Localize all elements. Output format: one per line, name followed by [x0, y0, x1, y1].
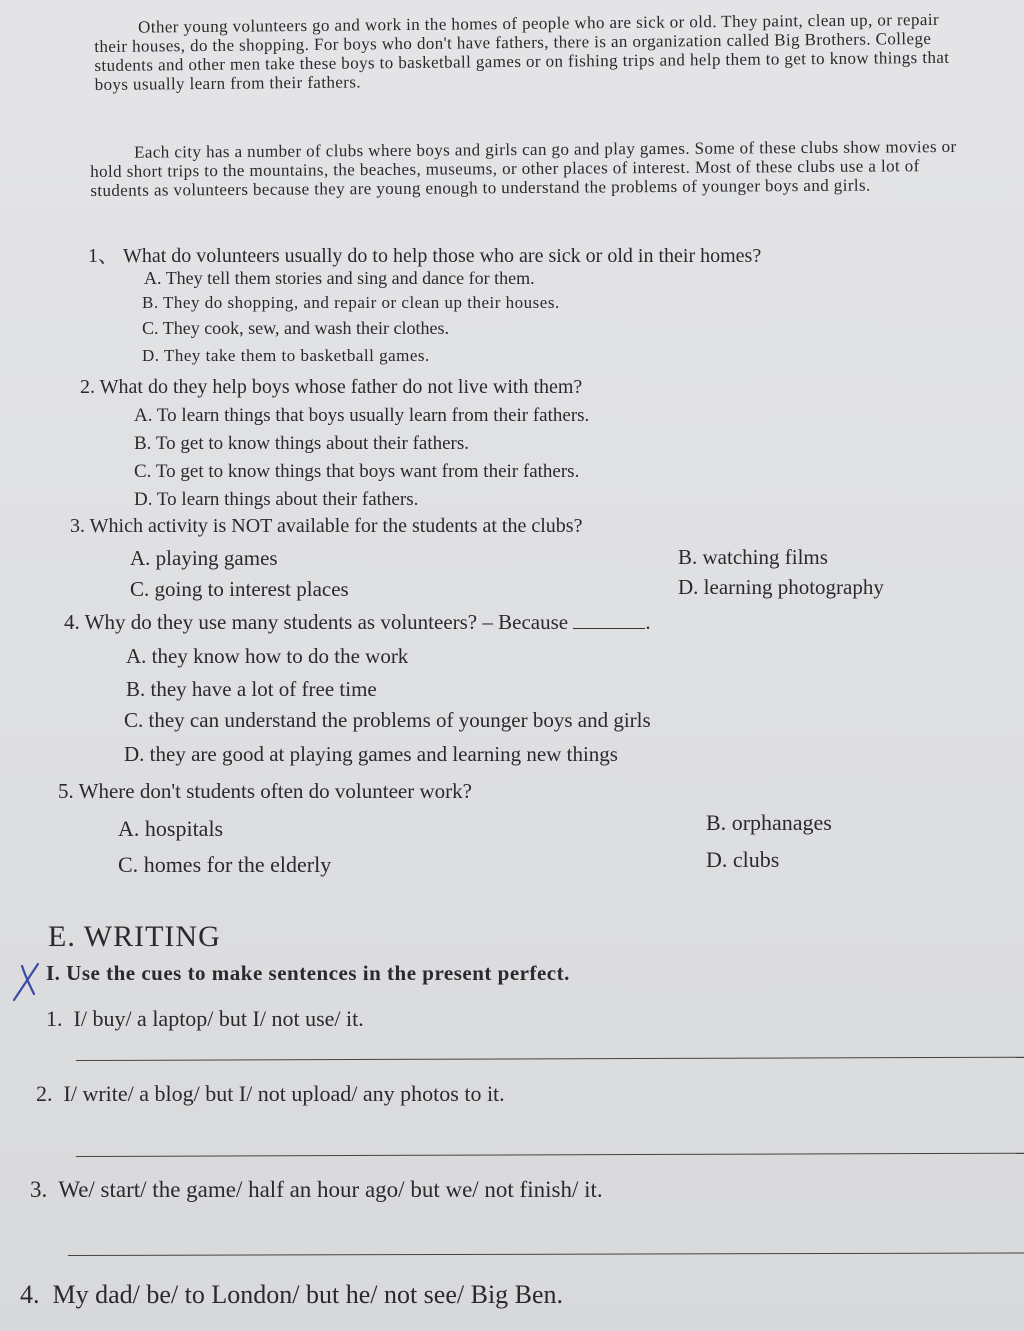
item-text: We/ start/ the game/ half an hour ago/ but we/ not finish/ it. [58, 1177, 603, 1202]
option-4a: A. they know how to do the work [126, 644, 409, 668]
option-2d: D. To learn things about their fathers. [134, 489, 419, 510]
answer-blank[interactable] [573, 614, 645, 629]
option-2c: C. To get to know things that boys want from their fathers. [134, 461, 580, 482]
item-text: I/ write/ a blog/ but I/ not upload/ any photos to it. [63, 1081, 505, 1106]
paragraph-1-text: Other young volunteers go and work in the homes of people who are sick or old. They paint, clean up, or repair their houses, do the shopping. For boys who don't have fathers, there is an organization called Big Brothers. College students and other men take these boys to basketball games or on fishing trips and help them to get to know things that boys usually learn from their fathers. [94, 9, 950, 94]
question-number: 4. [64, 610, 80, 634]
writing-item-1 [46, 1006, 364, 1032]
option-1d: D. They take them to basketball games. [142, 346, 430, 365]
question-5 [58, 779, 472, 804]
option-1b: B. They do shopping, and repair or clean up their houses. [142, 293, 560, 312]
reading-paragraph-1 [94, 10, 963, 94]
question-number: 2. [80, 376, 95, 398]
writing-item-2 [36, 1081, 505, 1107]
option-3b: B. watching films [678, 545, 828, 569]
item-text: My dad/ be/ to London/ but he/ not see/ Big Ben. [52, 1280, 564, 1309]
option-3d: D. learning photography [678, 575, 884, 599]
question-text: Why do they use many students as volunteers? – Because [84, 610, 569, 634]
item-number: 1. [46, 1006, 63, 1031]
writing-instruction: I. Use the cues to make sentences in the present perfect. [46, 961, 570, 985]
option-1a: A. They tell them stories and sing and dance for them. [144, 268, 535, 288]
question-number: 5. [58, 779, 74, 803]
answer-line-3[interactable] [68, 1252, 1024, 1256]
option-2b: B. To get to know things about their fathers. [134, 433, 470, 454]
question-text: What do they help boys whose father do not live with them? [99, 376, 583, 398]
question-4: 4. Why do they use many students as volunteers? – Because . [64, 610, 651, 634]
question-2 [80, 376, 582, 399]
writing-item-3 [30, 1177, 603, 1203]
option-4c: C. they can understand the problems of younger boys and girls [124, 708, 651, 732]
reading-paragraph-2 [90, 137, 970, 200]
answer-line-2[interactable] [76, 1153, 1024, 1157]
option-4b: B. they have a lot of free time [126, 677, 377, 701]
item-text: I/ buy/ a laptop/ but I/ not use/ it. [73, 1006, 364, 1031]
question-1 [88, 239, 761, 268]
option-3c: C. going to interest places [130, 577, 349, 601]
pen-check-mark [8, 960, 48, 1004]
option-5b: B. orphanages [706, 810, 832, 835]
option-5d: D. clubs [706, 847, 780, 872]
question-text: Which activity is NOT available for the students at the clubs? [89, 515, 583, 537]
question-text: What do volunteers usually do to help those who are sick or old in their homes? [123, 245, 762, 267]
answer-line-1[interactable] [76, 1057, 1024, 1061]
option-1c: C. They cook, sew, and wash their clothes. [142, 318, 449, 338]
paragraph-2-text: Each city has a number of clubs where boys and girls can go and play games. Some of these clubs show movies or hold short trips to the mountains, the beaches, museums, or other places of interest. Most of these clubs use a lot of students as volunteers because they are young enough to understand the problems of younger boys and girls. [90, 136, 957, 200]
option-2a: A. To learn things that boys usually learn from their fathers. [134, 405, 590, 426]
option-5a: A. hospitals [118, 816, 224, 841]
option-3a: A. playing games [130, 546, 278, 570]
option-5c: C. homes for the elderly [118, 852, 332, 877]
question-text: Where don't students often do volunteer work? [78, 779, 472, 803]
writing-item-4 [20, 1280, 563, 1310]
question-3 [70, 515, 582, 538]
item-number: 4. [20, 1280, 40, 1309]
item-number: 3. [30, 1177, 48, 1202]
section-heading-writing: E. WRITING [48, 920, 221, 953]
question-number: 3. [70, 515, 85, 537]
item-number: 2. [36, 1081, 53, 1106]
option-4d: D. they are good at playing games and learning new things [124, 742, 618, 766]
question-number: 1、 [88, 245, 118, 267]
